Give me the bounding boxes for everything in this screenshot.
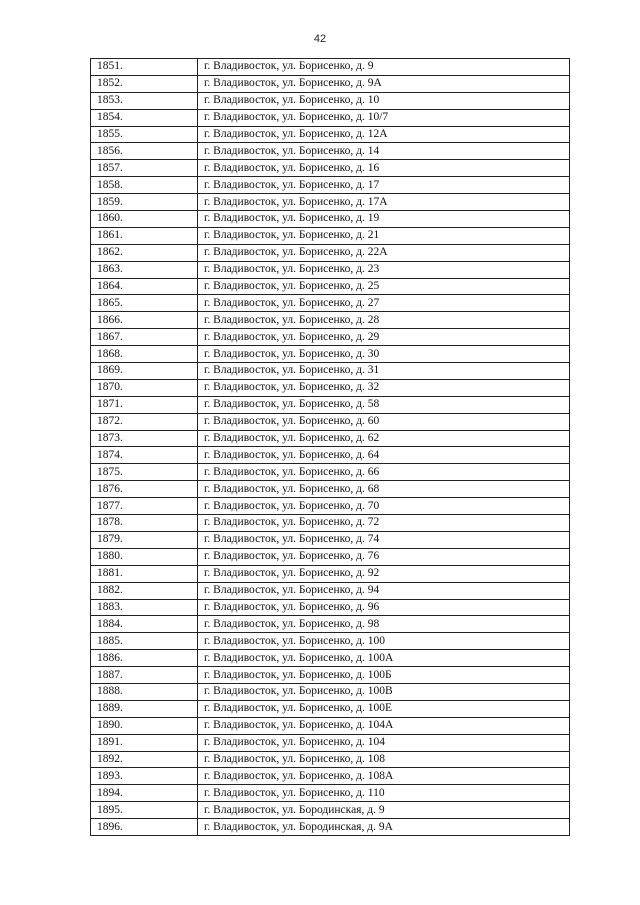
row-address: г. Владивосток, ул. Борисенко, д. 10/7 bbox=[198, 109, 570, 126]
row-number: 1869. bbox=[91, 363, 198, 380]
row-address: г. Владивосток, ул. Борисенко, д. 100 bbox=[198, 633, 570, 650]
row-address: г. Владивосток, ул. Борисенко, д. 100Е bbox=[198, 700, 570, 717]
table-row bbox=[91, 667, 570, 684]
row-address: г. Владивосток, ул. Борисенко, д. 58 bbox=[198, 396, 570, 413]
row-number: 1858. bbox=[91, 177, 198, 194]
row-number: 1891. bbox=[91, 734, 198, 751]
row-number: 1867. bbox=[91, 329, 198, 346]
row-address: г. Владивосток, ул. Борисенко, д. 100Б bbox=[198, 667, 570, 684]
table-row bbox=[91, 261, 570, 278]
row-number: 1877. bbox=[91, 498, 198, 515]
table-row bbox=[91, 379, 570, 396]
table-row bbox=[91, 599, 570, 616]
table-row bbox=[91, 278, 570, 295]
table-row bbox=[91, 498, 570, 515]
row-number: 1875. bbox=[91, 464, 198, 481]
row-number: 1855. bbox=[91, 126, 198, 143]
row-number: 1878. bbox=[91, 515, 198, 532]
row-address: г. Владивосток, ул. Борисенко, д. 14 bbox=[198, 143, 570, 160]
table-row bbox=[91, 346, 570, 363]
row-address: г. Владивосток, ул. Борисенко, д. 22А bbox=[198, 244, 570, 261]
table-row bbox=[91, 565, 570, 582]
row-number: 1852. bbox=[91, 75, 198, 92]
table-row bbox=[91, 768, 570, 785]
table-row bbox=[91, 819, 570, 836]
row-address: г. Владивосток, ул. Борисенко, д. 60 bbox=[198, 413, 570, 430]
row-number: 1873. bbox=[91, 430, 198, 447]
row-number: 1864. bbox=[91, 278, 198, 295]
row-address: г. Владивосток, ул. Борисенко, д. 32 bbox=[198, 379, 570, 396]
table-row bbox=[91, 92, 570, 109]
row-number: 1871. bbox=[91, 396, 198, 413]
row-address: г. Владивосток, ул. Борисенко, д. 70 bbox=[198, 498, 570, 515]
table-row bbox=[91, 211, 570, 228]
row-number: 1886. bbox=[91, 650, 198, 667]
row-address: г. Владивосток, ул. Борисенко, д. 100А bbox=[198, 650, 570, 667]
table-row bbox=[91, 734, 570, 751]
row-number: 1888. bbox=[91, 683, 198, 700]
table-row bbox=[91, 531, 570, 548]
row-number: 1876. bbox=[91, 481, 198, 498]
row-number: 1880. bbox=[91, 548, 198, 565]
table-row bbox=[91, 59, 570, 76]
table-row bbox=[91, 650, 570, 667]
row-address: г. Владивосток, ул. Борисенко, д. 17А bbox=[198, 194, 570, 211]
row-number: 1870. bbox=[91, 379, 198, 396]
row-number: 1872. bbox=[91, 413, 198, 430]
row-address: г. Владивосток, ул. Борисенко, д. 27 bbox=[198, 295, 570, 312]
table-row bbox=[91, 312, 570, 329]
table-row bbox=[91, 396, 570, 413]
row-number: 1884. bbox=[91, 616, 198, 633]
row-number: 1862. bbox=[91, 244, 198, 261]
table-row bbox=[91, 143, 570, 160]
row-number: 1863. bbox=[91, 261, 198, 278]
table-row bbox=[91, 464, 570, 481]
row-number: 1882. bbox=[91, 582, 198, 599]
row-number: 1856. bbox=[91, 143, 198, 160]
table-row bbox=[91, 363, 570, 380]
row-address: г. Владивосток, ул. Борисенко, д. 110 bbox=[198, 785, 570, 802]
address-table-body bbox=[91, 59, 570, 836]
row-number: 1887. bbox=[91, 667, 198, 684]
table-row bbox=[91, 700, 570, 717]
row-number: 1896. bbox=[91, 819, 198, 836]
table-row bbox=[91, 785, 570, 802]
row-number: 1889. bbox=[91, 700, 198, 717]
table-row bbox=[91, 616, 570, 633]
row-address: г. Владивосток, ул. Борисенко, д. 98 bbox=[198, 616, 570, 633]
row-number: 1881. bbox=[91, 565, 198, 582]
row-address: г. Владивосток, ул. Борисенко, д. 10 bbox=[198, 92, 570, 109]
row-number: 1868. bbox=[91, 346, 198, 363]
row-number: 1853. bbox=[91, 92, 198, 109]
row-number: 1883. bbox=[91, 599, 198, 616]
row-number: 1859. bbox=[91, 194, 198, 211]
row-number: 1874. bbox=[91, 447, 198, 464]
row-address: г. Владивосток, ул. Борисенко, д. 74 bbox=[198, 531, 570, 548]
row-address: г. Владивосток, ул. Борисенко, д. 108 bbox=[198, 751, 570, 768]
table-row bbox=[91, 751, 570, 768]
table-row bbox=[91, 802, 570, 819]
row-number: 1892. bbox=[91, 751, 198, 768]
row-address: г. Владивосток, ул. Борисенко, д. 100В bbox=[198, 683, 570, 700]
row-address: г. Владивосток, ул. Борисенко, д. 31 bbox=[198, 363, 570, 380]
table-row bbox=[91, 481, 570, 498]
table-row bbox=[91, 515, 570, 532]
table-row bbox=[91, 717, 570, 734]
table-row bbox=[91, 329, 570, 346]
row-address: г. Владивосток, ул. Борисенко, д. 28 bbox=[198, 312, 570, 329]
row-address: г. Владивосток, ул. Борисенко, д. 21 bbox=[198, 227, 570, 244]
row-address: г. Владивосток, ул. Бородинская, д. 9А bbox=[198, 819, 570, 836]
row-number: 1890. bbox=[91, 717, 198, 734]
row-number: 1861. bbox=[91, 227, 198, 244]
table-row bbox=[91, 194, 570, 211]
row-address: г. Владивосток, ул. Борисенко, д. 92 bbox=[198, 565, 570, 582]
table-row bbox=[91, 160, 570, 177]
table-row bbox=[91, 633, 570, 650]
row-address: г. Владивосток, ул. Борисенко, д. 108А bbox=[198, 768, 570, 785]
row-number: 1894. bbox=[91, 785, 198, 802]
page-number: 42 bbox=[313, 33, 327, 45]
row-number: 1865. bbox=[91, 295, 198, 312]
row-address: г. Владивосток, ул. Борисенко, д. 104 bbox=[198, 734, 570, 751]
row-address: г. Владивосток, ул. Борисенко, д. 9А bbox=[198, 75, 570, 92]
table-row bbox=[91, 295, 570, 312]
table-row bbox=[91, 430, 570, 447]
row-address: г. Владивосток, ул. Борисенко, д. 30 bbox=[198, 346, 570, 363]
table-row bbox=[91, 109, 570, 126]
row-number: 1866. bbox=[91, 312, 198, 329]
row-number: 1879. bbox=[91, 531, 198, 548]
row-number: 1885. bbox=[91, 633, 198, 650]
row-number: 1893. bbox=[91, 768, 198, 785]
table-row bbox=[91, 447, 570, 464]
row-address: г. Владивосток, ул. Бородинская, д. 9 bbox=[198, 802, 570, 819]
row-address: г. Владивосток, ул. Борисенко, д. 104А bbox=[198, 717, 570, 734]
table-row bbox=[91, 227, 570, 244]
row-address: г. Владивосток, ул. Борисенко, д. 16 bbox=[198, 160, 570, 177]
row-number: 1851. bbox=[91, 59, 198, 76]
table-row bbox=[91, 582, 570, 599]
row-address: г. Владивосток, ул. Борисенко, д. 9 bbox=[198, 59, 570, 76]
row-address: г. Владивосток, ул. Борисенко, д. 17 bbox=[198, 177, 570, 194]
table-row bbox=[91, 177, 570, 194]
row-address: г. Владивосток, ул. Борисенко, д. 72 bbox=[198, 515, 570, 532]
row-address: г. Владивосток, ул. Борисенко, д. 96 bbox=[198, 599, 570, 616]
address-table bbox=[90, 58, 570, 836]
table-row bbox=[91, 75, 570, 92]
row-address: г. Владивосток, ул. Борисенко, д. 29 bbox=[198, 329, 570, 346]
row-address: г. Владивосток, ул. Борисенко, д. 66 bbox=[198, 464, 570, 481]
row-number: 1854. bbox=[91, 109, 198, 126]
row-address: г. Владивосток, ул. Борисенко, д. 12А bbox=[198, 126, 570, 143]
row-address: г. Владивосток, ул. Борисенко, д. 62 bbox=[198, 430, 570, 447]
row-number: 1860. bbox=[91, 211, 198, 228]
row-address: г. Владивосток, ул. Борисенко, д. 25 bbox=[198, 278, 570, 295]
table-row bbox=[91, 126, 570, 143]
table-row bbox=[91, 244, 570, 261]
table-row bbox=[91, 413, 570, 430]
row-address: г. Владивосток, ул. Борисенко, д. 23 bbox=[198, 261, 570, 278]
table-row bbox=[91, 548, 570, 565]
table-row bbox=[91, 683, 570, 700]
row-address: г. Владивосток, ул. Борисенко, д. 94 bbox=[198, 582, 570, 599]
row-address: г. Владивосток, ул. Борисенко, д. 76 bbox=[198, 548, 570, 565]
row-address: г. Владивосток, ул. Борисенко, д. 19 bbox=[198, 211, 570, 228]
row-number: 1857. bbox=[91, 160, 198, 177]
row-address: г. Владивосток, ул. Борисенко, д. 64 bbox=[198, 447, 570, 464]
row-address: г. Владивосток, ул. Борисенко, д. 68 bbox=[198, 481, 570, 498]
row-number: 1895. bbox=[91, 802, 198, 819]
